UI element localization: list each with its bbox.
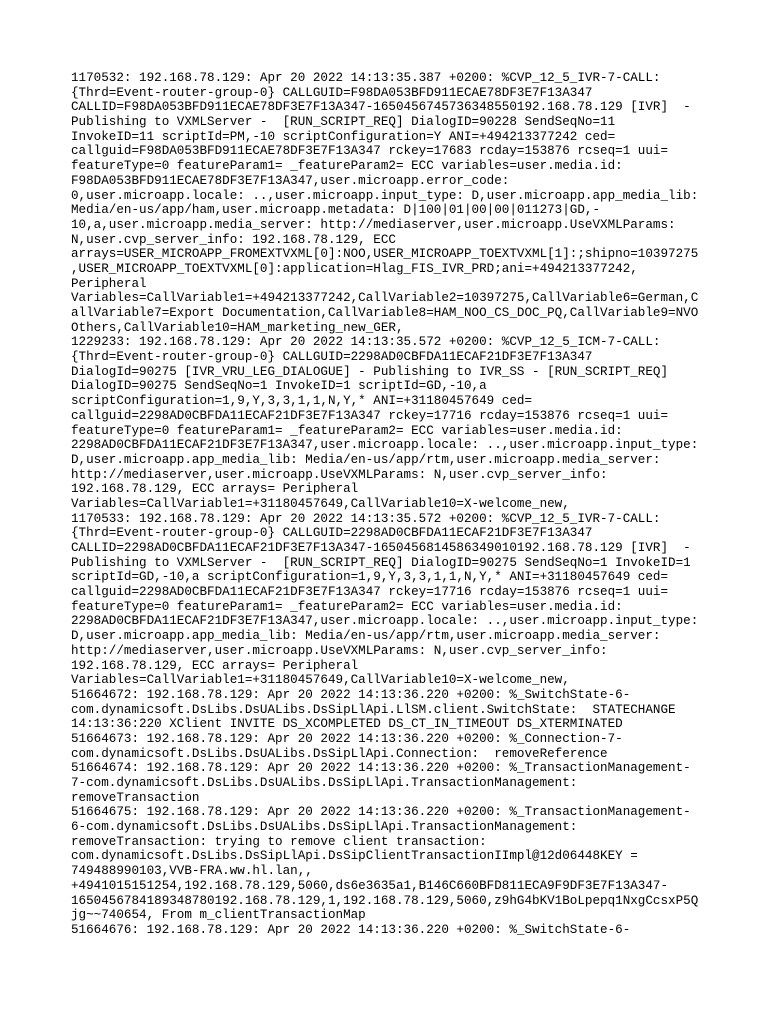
log-line: 51664674: 192.168.78.129: Apr 20 2022 14:13:36.220 +0200: %_TransactionManagement- [71, 761, 691, 776]
log-line: removeTransaction: trying to remove client transaction: [71, 834, 487, 849]
log-line: 0,user.microapp.locale: ..,user.microapp.input_type: D,user.microapp.app_media_lib: [71, 188, 699, 203]
log-line: 749488990103,VVB-FRA.ww.hl.lan,, [71, 864, 313, 879]
log-text-block [71, 71, 698, 938]
log-line: 192.168.78.129, ECC arrays= Peripheral [71, 658, 359, 673]
log-line: Peripheral [71, 276, 147, 291]
log-line: scriptId=GD,-10,a scriptConfiguration=1,9,Y,3,3,1,1,N,Y,* ANI=+31180457649 ced= [71, 570, 669, 585]
log-line: 51664673: 192.168.78.129: Apr 20 2022 14:13:36.220 +0200: %_Connection-7- [71, 731, 623, 746]
log-line: Variables=CallVariable1=+494213377242,CallVariable2=10397275,CallVariable6=German,C [71, 291, 699, 306]
log-line: com.dynamicsoft.DsLibs.DsUALibs.DsSipLlApi.Connection: removeReference [71, 746, 608, 761]
log-line: CALLID=2298AD0CBFDA11ECAF21DF3E7F13A347-1650456814586349010192.168.78.129 [IVR] - [71, 541, 691, 555]
log-line: http://mediaserver,user.microapp.UseVXMLParams: N,user.cvp_server_info: [71, 643, 608, 658]
log-line: http://mediaserver,user.microapp.UseVXMLParams: N,user.cvp_server_info: [71, 467, 608, 482]
log-line: 51664672: 192.168.78.129: Apr 20 2022 14:13:36.220 +0200: %_SwitchState-6- [71, 687, 631, 702]
log-line: {Thrd=Event-router-group-0} CALLGUID=2298AD0CBFDA11ECAF21DF3E7F13A347 [71, 350, 593, 365]
log-line: Variables=CallVariable1=+31180457649,CallVariable10=X-welcome_new, [71, 673, 570, 688]
log-line: 51664676: 192.168.78.129: Apr 20 2022 14:13:36.220 +0200: %_SwitchState-6- [71, 922, 631, 937]
log-line: DialogID=90275 SendSeqNo=1 InvokeID=1 scriptId=GD,-10,a [71, 379, 487, 394]
log-line: callguid=F98DA053BFD911ECAE78DF3E7F13A347 rckey=17683 rcday=153876 rcseq=1 uui= [71, 144, 669, 159]
log-line: callguid=2298AD0CBFDA11ECAF21DF3E7F13A347 rckey=17716 rcday=153876 rcseq=1 uui= [71, 408, 669, 423]
log-line: featureType=0 featureParam1= _featureParam2= ECC variables=user.media.id: [71, 159, 623, 174]
log-line: 51664675: 192.168.78.129: Apr 20 2022 14:13:36.220 +0200: %_TransactionManagement- [71, 805, 691, 820]
log-line: 10,a,user.microapp.media_server: http://mediaserver,user.microapp.UseVXMLParams: [71, 217, 676, 232]
log-line: N,user.cvp_server_info: 192.168.78.129, ECC [71, 232, 396, 247]
log-line: {Thrd=Event-router-group-0} CALLGUID=2298AD0CBFDA11ECAF21DF3E7F13A347 [71, 526, 593, 541]
log-line: 1170532: 192.168.78.129: Apr 20 2022 14:13:35.387 +0200: %CVP_12_5_IVR-7-CALL: [71, 71, 661, 85]
log-line: Others,CallVariable10=HAM_marketing_new_GER, [71, 320, 404, 335]
log-line: 6-com.dynamicsoft.DsLibs.DsUALibs.DsSipLlApi.TransactionManagement: [71, 820, 578, 835]
log-line: 14:13:36:220 XClient INVITE DS_XCOMPLETED DS_CT_IN_TIMEOUT DS_XTERMINATED [71, 717, 623, 732]
log-line: arrays=USER_MICROAPP_FROMEXTVXML[0]:NOO,USER_MICROAPP_TOEXTVXML[1]:;shipno=10397275 [71, 247, 699, 262]
log-line: Publishing to VXMLServer - [RUN_SCRIPT_REQ] DialogID=90275 SendSeqNo=1 InvokeID=1 [71, 555, 691, 570]
log-line: callguid=2298AD0CBFDA11ECAF21DF3E7F13A347 rckey=17716 rcday=153876 rcseq=1 uui= [71, 585, 669, 600]
log-line: allVariable7=Export Documentation,CallVariable8=HAM_NOO_CS_DOC_PQ,CallVariable9=NVO [71, 306, 699, 320]
log-line: 7-com.dynamicsoft.DsLibs.DsUALibs.DsSipLlApi.TransactionManagement: [71, 776, 578, 790]
log-line: Variables=CallVariable1=+31180457649,CallVariable10=X-welcome_new, [71, 496, 570, 511]
log-line: 2298AD0CBFDA11ECAF21DF3E7F13A347,user.microapp.locale: ..,user.microapp.input_type: [71, 614, 699, 629]
log-line: D,user.microapp.app_media_lib: Media/en-us/app/rtm,user.microapp.media_server: [71, 452, 661, 467]
log-line: scriptConfiguration=1,9,Y,3,3,1,1,N,Y,* ANI=+31180457649 ced= [71, 394, 533, 409]
log-line: {Thrd=Event-router-group-0} CALLGUID=F98DA053BFD911ECAE78DF3E7F13A347 [71, 85, 593, 100]
log-line: CALLID=F98DA053BFD911ECAE78DF3E7F13A347-1650456745736348550192.168.78.129 [IVR] - [71, 100, 691, 115]
log-line: featureType=0 featureParam1= _featureParam2= ECC variables=user.media.id: [71, 423, 623, 438]
log-line: removeTransaction [71, 790, 200, 805]
log-line: 2298AD0CBFDA11ECAF21DF3E7F13A347,user.microapp.locale: ..,user.microapp.input_type: [71, 438, 699, 453]
log-line: 1229233: 192.168.78.129: Apr 20 2022 14:13:35.572 +0200: %CVP_12_5_ICM-7-CALL: [71, 335, 661, 350]
log-line: 192.168.78.129, ECC arrays= Peripheral [71, 482, 359, 497]
log-line: DialogId=90275 [IVR_VRU_LEG_DIALOGUE] - Publishing to IVR_SS - [RUN_SCRIPT_REQ] [71, 364, 669, 379]
log-line: InvokeID=11 scriptId=PM,-10 scriptConfiguration=Y ANI=+494213377242 ced= [71, 129, 616, 144]
log-line: Publishing to VXMLServer - [RUN_SCRIPT_REQ] DialogID=90228 SendSeqNo=11 [71, 115, 616, 130]
log-line: 1170533: 192.168.78.129: Apr 20 2022 14:13:35.572 +0200: %CVP_12_5_IVR-7-CALL: [71, 511, 661, 526]
log-line: +4941015151254,192.168.78.129,5060,ds6e3635a1,B146C660BFD811ECA9F9DF3E7F13A347- [71, 878, 669, 893]
log-line: jg~~740654, From m_clientTransactionMap [71, 908, 366, 923]
log-line: F98DA053BFD911ECAE78DF3E7F13A347,user.microapp.error_code: [71, 173, 510, 188]
log-line: 1650456784189348780192.168.78.129,1,192.168.78.129,5060,z9hG4bKV1BoLpepq1NxgCcsxP5Q [71, 893, 699, 908]
log-line: com.dynamicsoft.DsLibs.DsUALibs.DsSipLlApi.LlSM.client.SwitchState: STATECHANGE [71, 702, 676, 717]
log-line: com.dynamicsoft.DsLibs.DsSipLlApi.DsSipClientTransactionIImpl@12d06448KEY = [71, 849, 638, 864]
log-line: Media/en-us/app/ham,user.microapp.metadata: D|100|01|00|00|011273|GD,- [71, 203, 601, 218]
log-line: ,USER_MICROAPP_TOEXTVXML[0]:application=Hlag_FIS_IVR_PRD;ani=+494213377242, [71, 261, 638, 276]
log-line: featureType=0 featureParam1= _featureParam2= ECC variables=user.media.id: [71, 599, 623, 614]
log-line: D,user.microapp.app_media_lib: Media/en-us/app/rtm,user.microapp.media_server: [71, 629, 661, 644]
